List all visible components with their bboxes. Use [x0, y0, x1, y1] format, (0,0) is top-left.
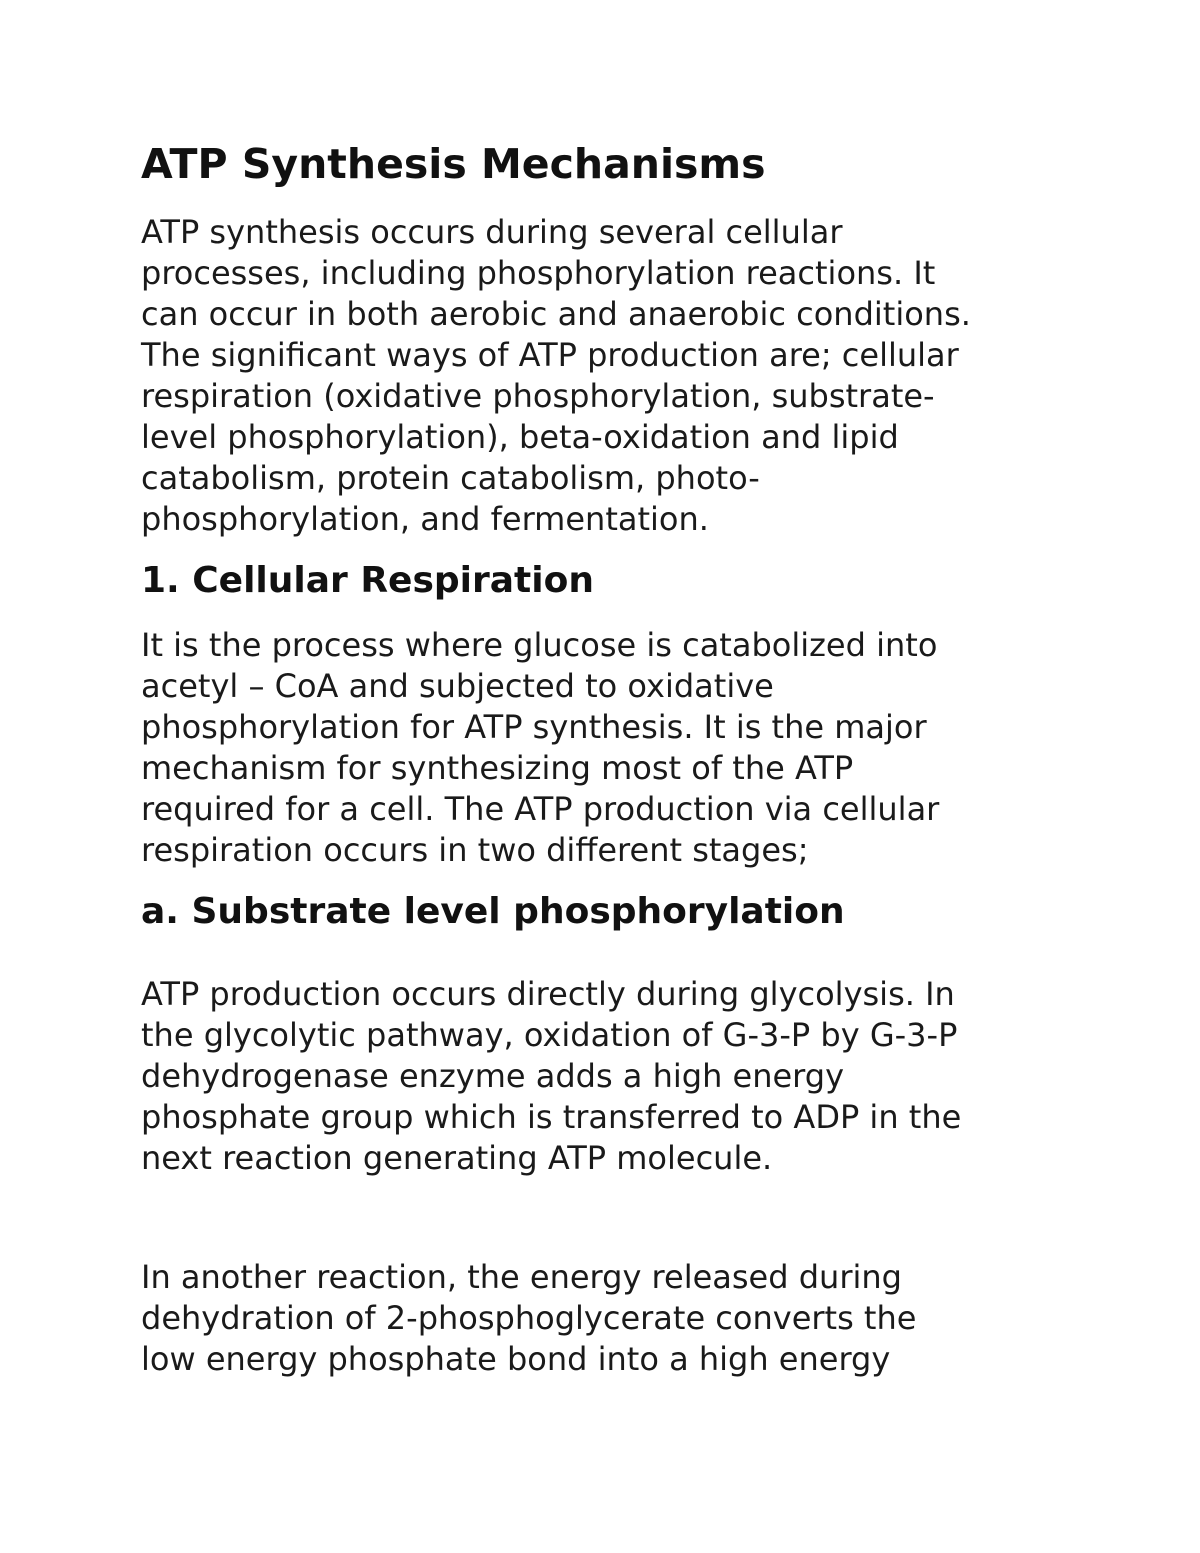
text-line: next reaction generating ATP molecule.	[141, 1139, 773, 1177]
cellular-respiration-paragraph	[141, 625, 939, 871]
text-line: processes, including phosphorylation reactions. It	[141, 254, 936, 292]
section-heading-cellular-respiration: 1. Cellular Respiration	[141, 560, 594, 601]
substrate-level-paragraph	[141, 974, 961, 1179]
text-line: respiration (oxidative phosphorylation, substrate-	[141, 377, 935, 415]
text-line: It is the process where glucose is catabolized into	[141, 626, 938, 664]
text-line: In another reaction, the energy released during	[141, 1258, 902, 1296]
text-line: respiration occurs in two different stages;	[141, 831, 809, 869]
text-line: can occur in both aerobic and anaerobic conditions.	[141, 295, 971, 333]
text-line: dehydration of 2-phosphoglycerate converts the	[141, 1299, 917, 1337]
text-line: ATP synthesis occurs during several cellular	[141, 213, 843, 251]
text-line: ATP production occurs directly during glycolysis. In	[141, 975, 955, 1013]
substrate-level-paragraph-2	[141, 1257, 916, 1380]
text-line: The significant ways of ATP production are; cellular	[141, 336, 959, 374]
subsection-heading-substrate-level: a. Substrate level phosphorylation	[141, 891, 845, 932]
text-line: level phosphorylation), beta-oxidation and lipid	[141, 418, 899, 456]
text-line: phosphate group which is transferred to ADP in the	[141, 1098, 962, 1136]
text-line: acetyl – CoA and subjected to oxidative	[141, 667, 774, 705]
text-line: phosphorylation for ATP synthesis. It is the major	[141, 708, 927, 746]
text-line: low energy phosphate bond into a high energy	[141, 1340, 891, 1378]
text-line: dehydrogenase enzyme adds a high energy	[141, 1057, 845, 1095]
text-line: the glycolytic pathway, oxidation of G-3-P by G-3-P	[141, 1016, 958, 1054]
text-line: phosphorylation, and fermentation.	[141, 500, 709, 538]
text-line: mechanism for synthesizing most of the ATP	[141, 749, 854, 787]
text-line: catabolism, protein catabolism, photo-	[141, 459, 760, 497]
intro-paragraph	[141, 212, 971, 540]
document-title: ATP Synthesis Mechanisms	[141, 140, 766, 188]
text-line: required for a cell. The ATP production via cellular	[141, 790, 940, 828]
